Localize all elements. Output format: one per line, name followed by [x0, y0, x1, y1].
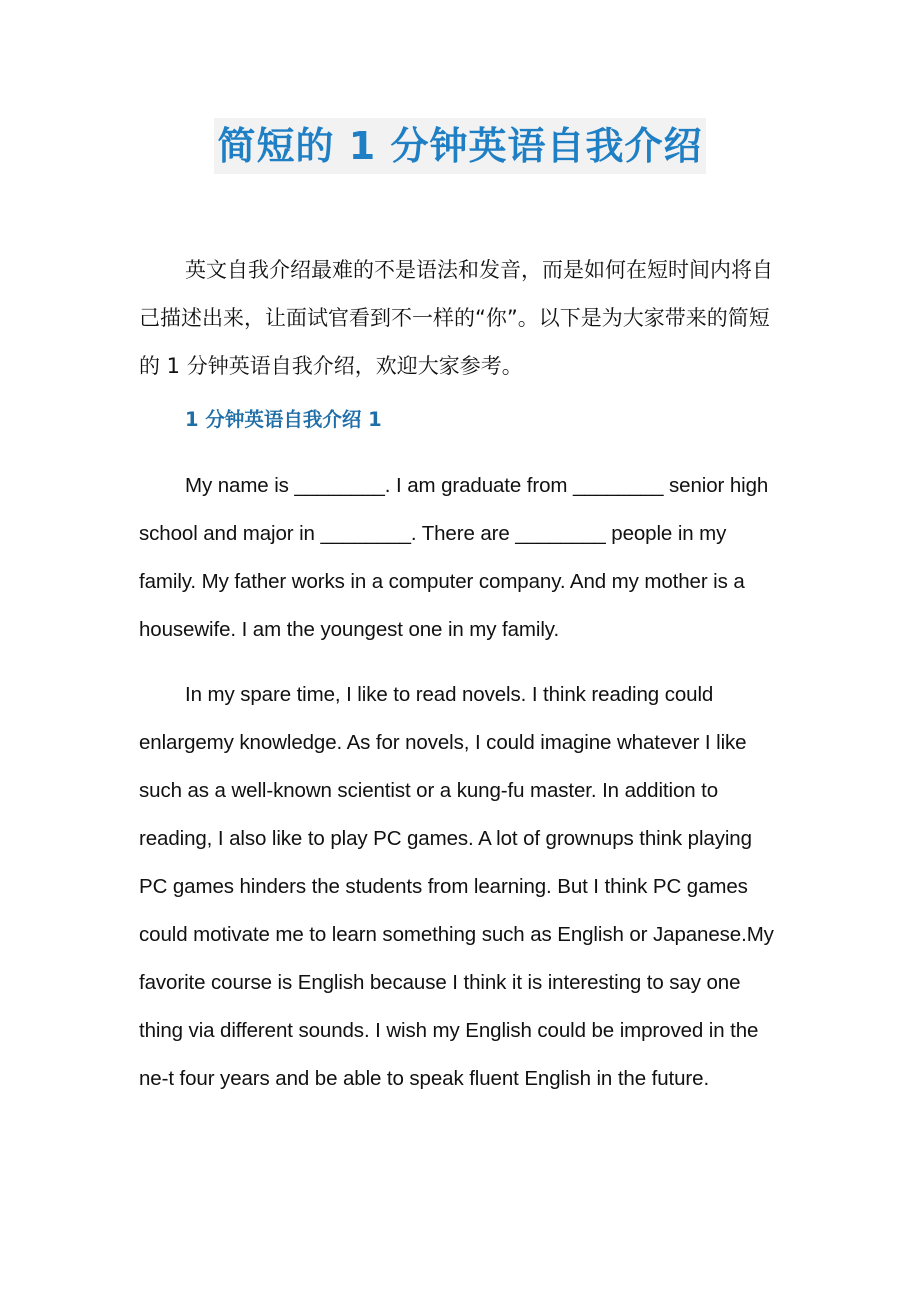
document-body	[139, 246, 784, 1120]
body-paragraph-1: My name is ________. I am graduate from ________ senior high school and major in ________. There are ________ people in my family. My father works in a computer company. And my mother is a housewife. I am the youngest one in my family.	[139, 474, 769, 641]
section-heading: 1 分钟英语自我介绍 1	[185, 408, 382, 431]
document-title: 简短的 1 分钟英语自我介绍	[214, 118, 707, 174]
body-paragraph-2: In my spare time, I like to read novels. I think reading could enlargemy knowledge. As for novels, I could imagine whatever I like such as a well-known scientist or a kung-fu master. In addition to reading, I also like to play PC games. A lot of grownups think playing PC games hinders the students from learning. But I think PC games could motivate me to learn something such as English or Japanese.My favorite course is English because I think it is interesting to say one thing via different sounds. I wish my English could be improved in the ne-t four years and be able to speak fluent English in the future.	[139, 683, 774, 1090]
intro-paragraph: 英文自我介绍最难的不是语法和发音，而是如何在短时间内将自己描述出来，让面试官看到不一样的“你”。以下是为大家带来的简短的 1 分钟英语自我介绍，欢迎大家参考。	[139, 258, 773, 378]
title-container	[0, 118, 920, 174]
